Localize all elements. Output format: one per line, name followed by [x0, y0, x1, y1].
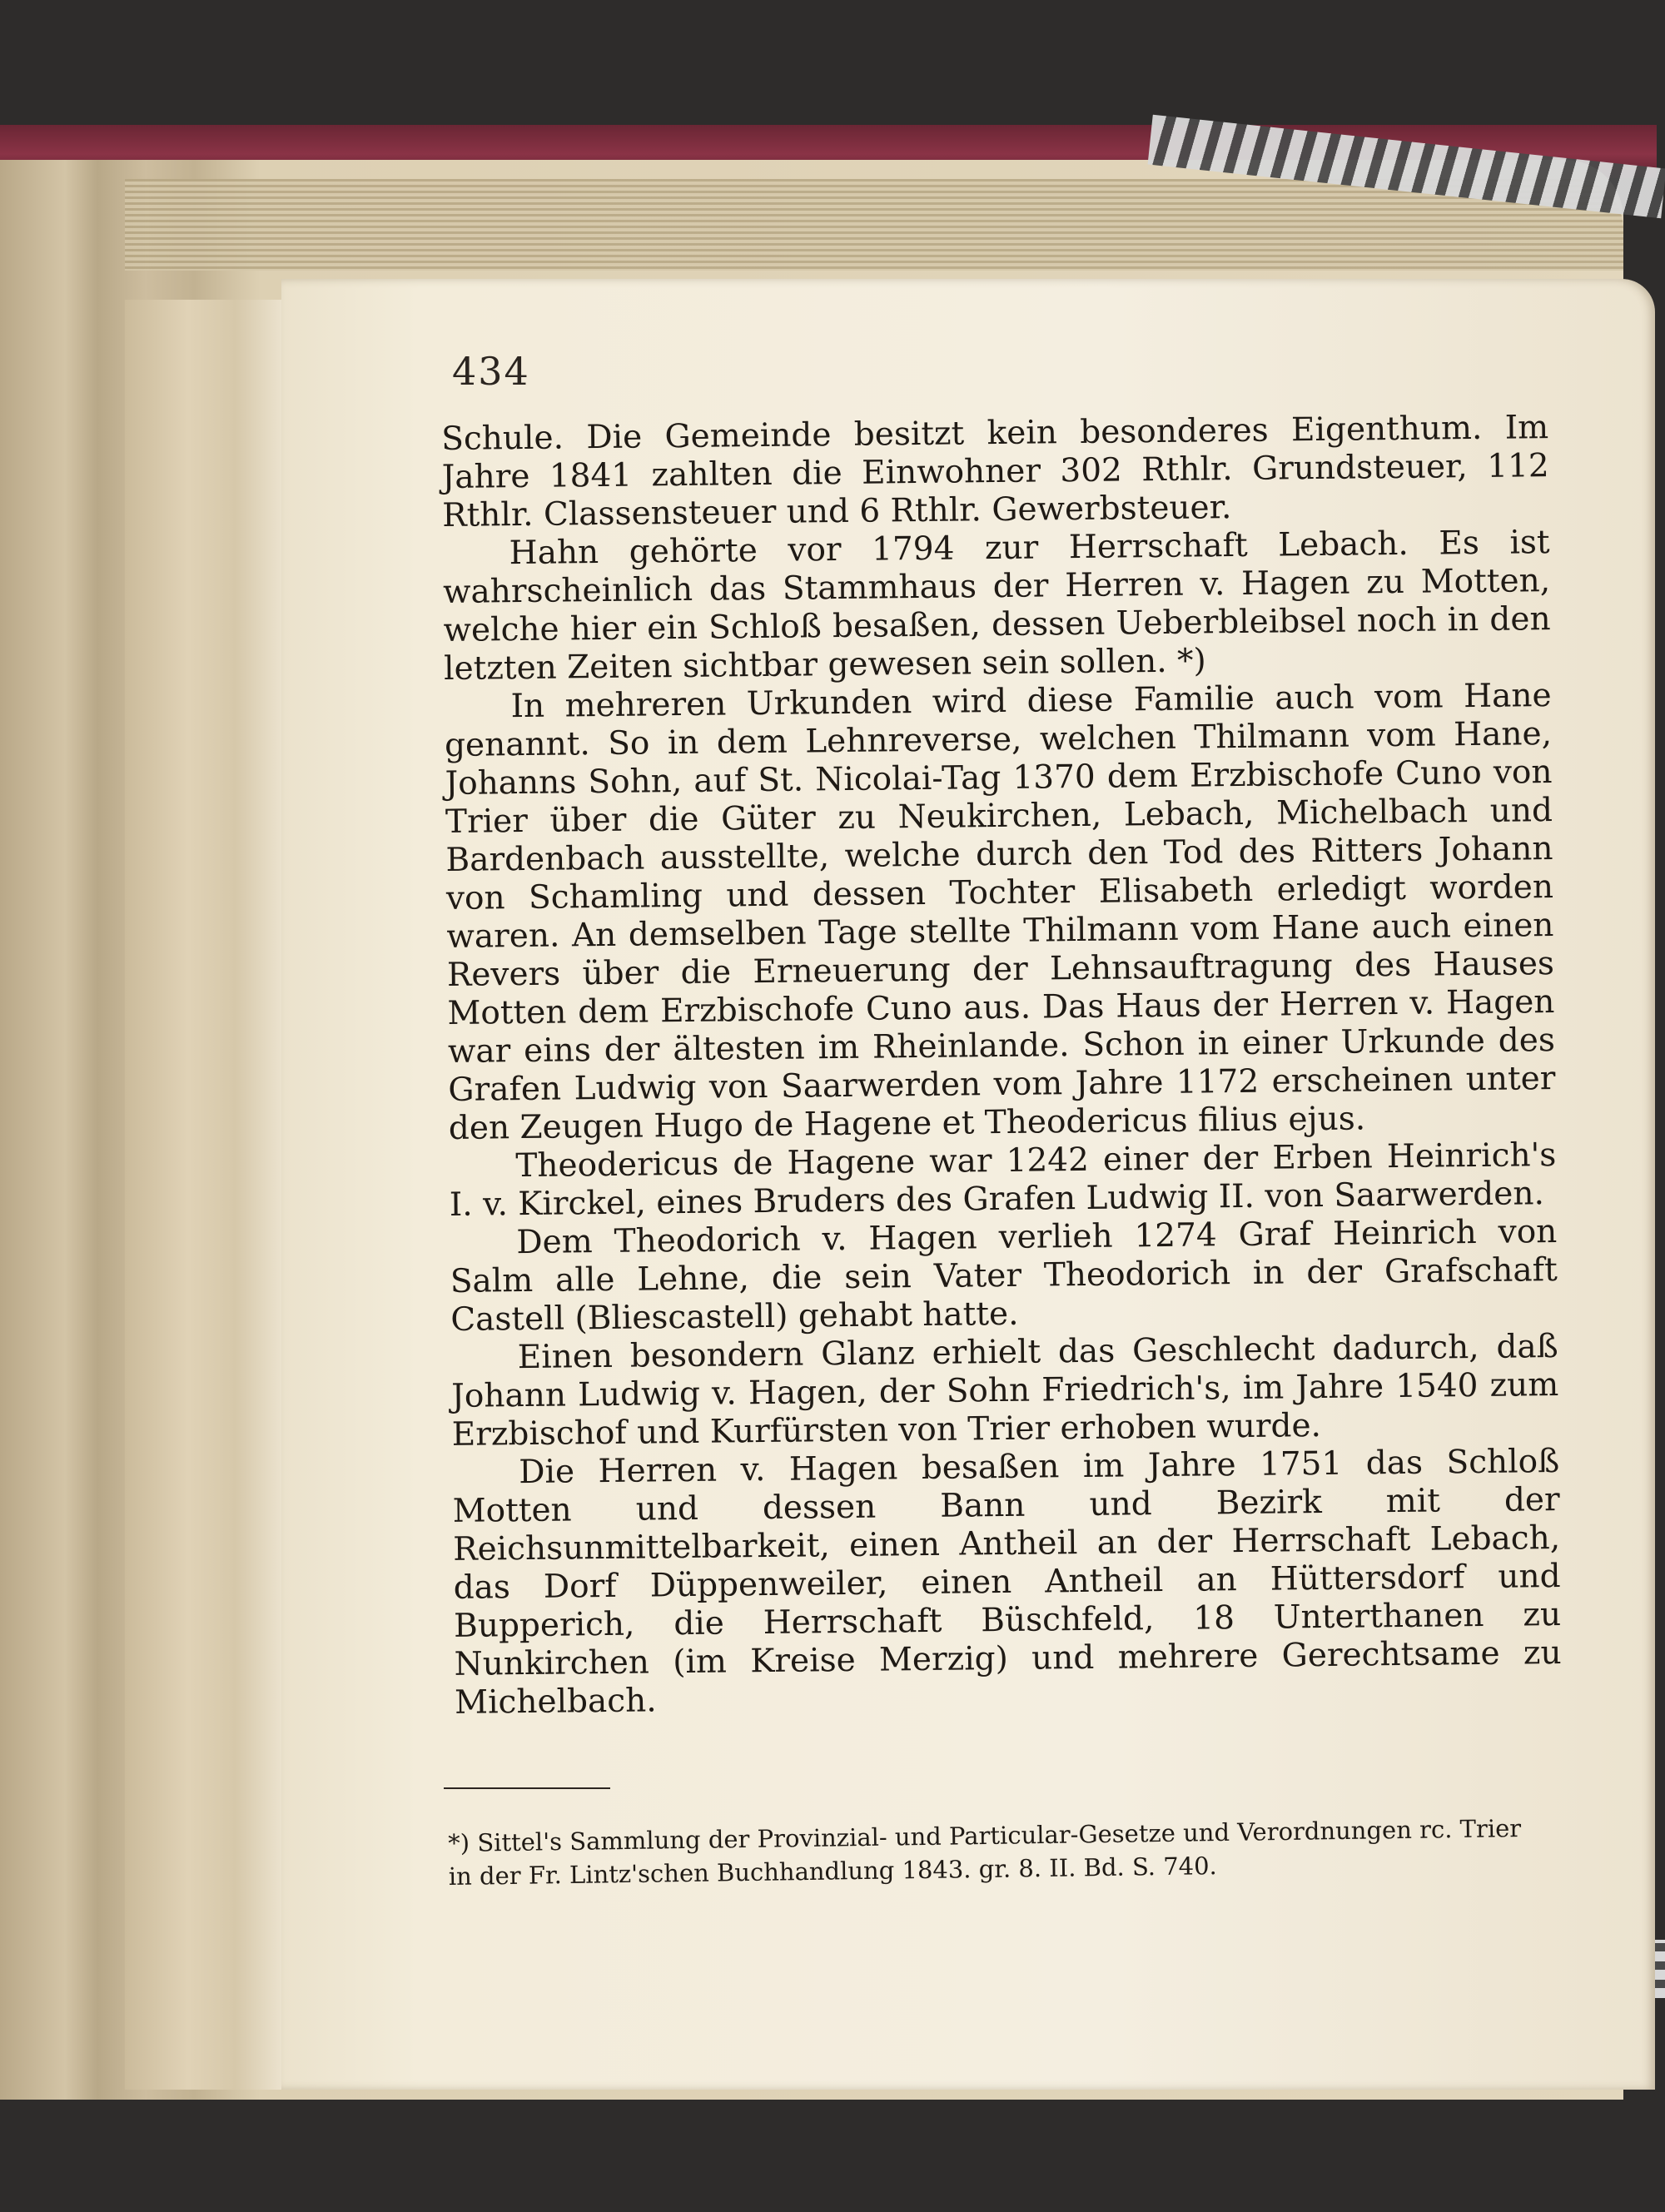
- page-body: [441, 409, 1562, 1722]
- paragraph: Die Herren v. Hagen besaßen im Jahre 1751 das Schloß Motten und dessen Bann und Bezirk mit der Reichsunmittelbarkeit, einen Antheil an der Herrschaft Lebach, das Dorf Düppenweiler, einen Antheil an Hüttersdorf und Bupperich, die Herrschaft Büschfeld, 18 Unterthanen zu Nunkirchen (im Kreise Merzig) und mehrere Gerechtsame zu Michelbach.: [452, 1443, 1562, 1722]
- paragraph: Dem Theodorich v. Hagen verlieh 1274 Graf Heinrich von Salm alle Lehne, die sein Vater Theodorich in der Grafschaft Castell (Bliescastell) gehabt hatte.: [450, 1213, 1558, 1339]
- page-stack-left: [125, 300, 283, 2090]
- footnote-rule: [444, 1787, 610, 1789]
- paragraph: Einen besondern Glanz erhielt das Geschlecht dadurch, daß Johann Ludwig v. Hagen, der Sohn Friedrich's, im Jahre 1540 zum Erzbischof und Kurfürsten von Trier erhoben wurde.: [451, 1328, 1559, 1454]
- page-number: 434: [452, 349, 530, 394]
- book-page: [281, 279, 1655, 2090]
- paragraph: Theodericus de Hagene war 1242 einer der Erben Heinrich's I. v. Kirckel, eines Bruders des Grafen Ludwig II. von Saarwerden.: [449, 1136, 1557, 1224]
- paragraph: Hahn gehörte vor 1794 zur Herrschaft Lebach. Es ist wahrscheinlich das Stammhaus der Herren v. Hagen zu Motten, welche hier ein Schloß besaßen, dessen Ueberbleibsel noch in den letzten Zeiten sichtbar gewesen sein sollen. *): [442, 524, 1551, 688]
- paragraph: Schule. Die Gemeinde besitzt kein besonderes Eigenthum. Im Jahre 1841 zahlten die Einwohner 302 Rthlr. Grundsteuer, 112 Rthlr. Classensteuer und 6 Rthlr. Gewerbsteuer.: [441, 409, 1549, 534]
- page-edges-top: [125, 179, 1623, 271]
- paragraph: In mehreren Urkunden wird diese Familie auch vom Hane genannt. So in dem Lehnreverse, welchen Thilmann vom Hane, Johanns Sohn, auf St. Nicolai-Tag 1370 dem Erzbischofe Cuno von Trier über die Güter zu Neukirchen, Lebach, Michelbach und Bardenbach ausstellte, welche durch den Tod des Ritters Johann von Schamling und dessen Tochter Elisabeth erledigt worden waren. An demselben Tage stellte Thilmann vom Hane auch einen Revers über die Erneuerung der Lehnsauftragung des Hauses Motten dem Erzbischofe Cuno aus. Das Haus der Herren v. Hagen war eins der ältesten im Rheinlande. Schon in einer Urkunde des Grafen Ludwig von Saarwerden vom Jahre 1172 erscheinen unter den Zeugen Hugo de Hagene et Theodericus filius ejus.: [444, 677, 1556, 1147]
- footnote: *) Sittel's Sammlung der Provinzial- und Particular-Gesetze und Verordnungen rc. Trier in der Fr. Lintz'schen Buchhandlung 1843. gr. 8. II. Bd. S. 740.: [448, 1814, 1522, 1891]
